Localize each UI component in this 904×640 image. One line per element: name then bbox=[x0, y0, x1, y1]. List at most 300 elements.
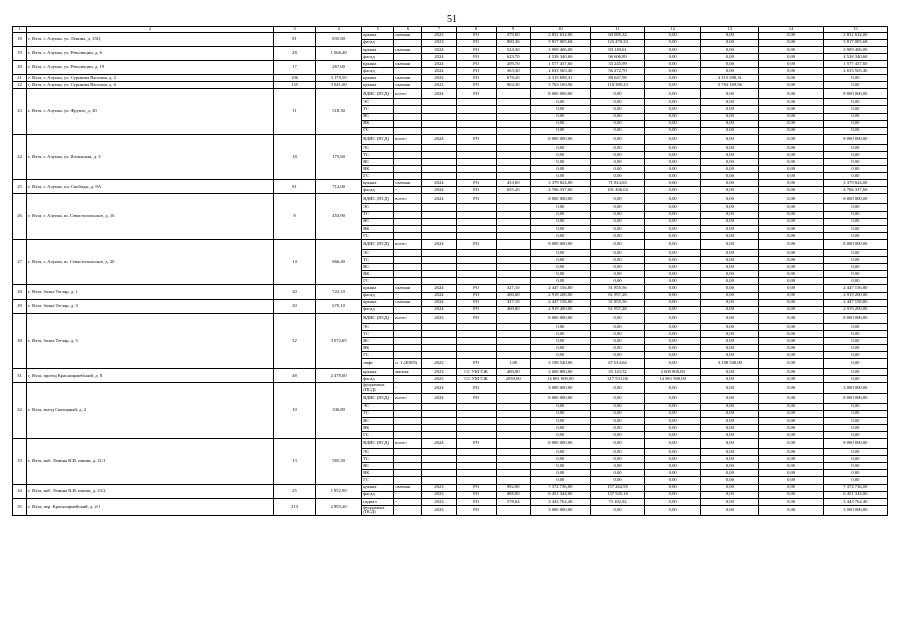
work-subtype bbox=[394, 345, 422, 352]
year: 2024 bbox=[422, 383, 456, 393]
cost-per-unit: 61 957,28 bbox=[590, 292, 644, 299]
cost-per-unit: 118 380,23 bbox=[590, 82, 644, 89]
work-subtype bbox=[394, 113, 422, 120]
work-subtype bbox=[394, 218, 422, 225]
cost-per-unit: 88 647,98 bbox=[590, 75, 644, 82]
total-cost: 0,00 bbox=[530, 120, 590, 127]
area-value: 670,10 bbox=[316, 299, 362, 313]
cost-per-unit: 56 272,70 bbox=[590, 68, 644, 75]
funding-source bbox=[456, 403, 496, 410]
funding-source bbox=[456, 330, 496, 337]
total-cost: 0,00 bbox=[530, 232, 590, 239]
work-subtype bbox=[394, 39, 422, 46]
cost-per-unit: 0,00 bbox=[590, 106, 644, 113]
volume bbox=[496, 159, 530, 166]
funding-source: СС УКГСЖ bbox=[456, 376, 496, 383]
year: 2024 bbox=[422, 68, 456, 75]
cost-per-unit: 0,00 bbox=[590, 232, 644, 239]
cost-col-13: 0,00 bbox=[701, 60, 759, 67]
cost-col-13: 0,00 bbox=[701, 166, 759, 173]
funding-source bbox=[456, 159, 496, 166]
total-cost: 0,00 bbox=[530, 225, 590, 232]
year: 2024 bbox=[422, 439, 456, 449]
volume bbox=[496, 470, 530, 477]
volume bbox=[496, 403, 530, 410]
apartments-count: 8 bbox=[273, 194, 315, 239]
cost-col-13: 0,00 bbox=[701, 144, 759, 151]
cost-col-14: 0,00 bbox=[759, 180, 823, 187]
cost-col-13: 0,00 bbox=[701, 417, 759, 424]
apartments-count: 11 bbox=[273, 89, 315, 134]
year bbox=[422, 410, 456, 417]
work-type: фасад bbox=[362, 39, 394, 46]
cost-per-unit: 0,00 bbox=[590, 166, 644, 173]
row-number: 21 bbox=[13, 75, 27, 82]
cost-col-12: 0,00 bbox=[645, 159, 701, 166]
cost-col-13: 0,00 bbox=[701, 369, 759, 376]
volume bbox=[496, 477, 530, 484]
cost-col-14: 0,00 bbox=[759, 166, 823, 173]
cost-col-12: 0,00 bbox=[645, 173, 701, 180]
cost-col-13: 0,00 bbox=[701, 306, 759, 313]
cost-col-14: 0,00 bbox=[759, 393, 823, 403]
cost-per-unit: 0,00 bbox=[590, 432, 644, 439]
work-type: ВК bbox=[362, 424, 394, 431]
funding-source bbox=[456, 352, 496, 359]
apartments-count: 13 bbox=[273, 439, 315, 484]
funding-source bbox=[456, 449, 496, 456]
area-value: 336,80 bbox=[316, 383, 362, 439]
total-cost: 0,00 bbox=[530, 218, 590, 225]
address-cell: г. Ялта, въезд Сваторный, д. 2 bbox=[27, 383, 274, 439]
total-cost: 0,00 bbox=[530, 166, 590, 173]
volume bbox=[496, 194, 530, 204]
volume bbox=[496, 313, 530, 323]
cost-col-12: 0,00 bbox=[645, 225, 701, 232]
cost-col-14: 0,00 bbox=[759, 204, 823, 211]
work-subtype bbox=[394, 159, 422, 166]
cost-per-unit: 0,00 bbox=[590, 278, 644, 285]
volume bbox=[496, 106, 530, 113]
volume: 800,36 bbox=[496, 39, 530, 46]
year bbox=[422, 424, 456, 431]
row-number: 22 bbox=[13, 82, 27, 89]
funding-source: РО bbox=[456, 498, 496, 505]
cost-per-unit: 71 814,63 bbox=[590, 180, 644, 187]
cost-col-12: 0,00 bbox=[645, 53, 701, 60]
year bbox=[422, 232, 456, 239]
cost-col-15: 3 000 000,00 bbox=[823, 505, 887, 515]
total-cost: 0,00 bbox=[530, 410, 590, 417]
cost-col-15: 2 633 565,40 bbox=[823, 68, 887, 75]
table-row bbox=[13, 46, 888, 53]
year: 2023 bbox=[422, 505, 456, 515]
cost-col-14: 0,00 bbox=[759, 449, 823, 456]
cost-col-13: 0,00 bbox=[701, 410, 759, 417]
total-cost: 0,00 bbox=[530, 337, 590, 344]
year: 2024 bbox=[422, 285, 456, 292]
volume: 400,00 bbox=[496, 306, 530, 313]
row-number: 29 bbox=[13, 299, 27, 313]
cost-col-14: 0,00 bbox=[759, 477, 823, 484]
funding-source: РО bbox=[456, 82, 496, 89]
work-type: ВС bbox=[362, 337, 394, 344]
year: 2024 bbox=[422, 299, 456, 306]
funding-source bbox=[456, 225, 496, 232]
volume: 524,30 bbox=[496, 46, 530, 53]
cost-col-13: 0,00 bbox=[701, 249, 759, 256]
work-subtype: скатная bbox=[394, 82, 422, 89]
total-cost: 8 000 000,00 bbox=[530, 89, 590, 99]
row-number: 27 bbox=[13, 239, 27, 284]
year bbox=[422, 144, 456, 151]
column-header: 4 bbox=[316, 27, 362, 33]
cost-col-15: 0,00 bbox=[823, 144, 887, 151]
table-body bbox=[13, 32, 888, 515]
funding-source: РО bbox=[456, 239, 496, 249]
work-type: ГС bbox=[362, 352, 394, 359]
cost-per-unit: 0,00 bbox=[590, 313, 644, 323]
work-subtype: скатная bbox=[394, 60, 422, 67]
cost-col-14: 0,00 bbox=[759, 432, 823, 439]
funding-source: РО bbox=[456, 53, 496, 60]
cost-col-12: 0,00 bbox=[645, 463, 701, 470]
cost-col-15: 0,00 bbox=[823, 345, 887, 352]
cost-per-unit: 0,00 bbox=[590, 456, 644, 463]
funding-source bbox=[456, 278, 496, 285]
work-type: ВК bbox=[362, 120, 394, 127]
address-cell: г. Ялта, г. Алупка, ул. Сурикова Василия, д. 2 bbox=[27, 75, 274, 82]
volume bbox=[496, 463, 530, 470]
cost-col-13: 0,00 bbox=[701, 393, 759, 403]
cost-per-unit: 51 855,56 bbox=[590, 285, 644, 292]
apartments-count: 81 bbox=[273, 32, 315, 46]
cost-per-unit: 0,00 bbox=[590, 89, 644, 99]
total-cost: 0,00 bbox=[530, 417, 590, 424]
cost-per-unit: 157 262,95 bbox=[590, 484, 644, 491]
cost-col-15: 2 919 200,00 bbox=[823, 306, 887, 313]
cost-col-13: 0,00 bbox=[701, 239, 759, 249]
funding-source: РО bbox=[456, 180, 496, 187]
address-cell: г. Ялта, г. Алупка, ул. Ялтинская, д. 3 bbox=[27, 134, 274, 179]
work-subtype: скатная bbox=[394, 180, 422, 187]
cost-col-13: 0,00 bbox=[701, 173, 759, 180]
cost-col-14: 0,00 bbox=[759, 323, 823, 330]
cost-col-14: 0,00 bbox=[759, 271, 823, 278]
work-subtype bbox=[394, 449, 422, 456]
table-row bbox=[13, 439, 888, 449]
year bbox=[422, 417, 456, 424]
cost-col-13: 0,00 bbox=[701, 46, 759, 53]
work-type: ТС bbox=[362, 410, 394, 417]
cost-per-unit: 55 143,52 bbox=[590, 369, 644, 376]
table-row bbox=[13, 313, 888, 323]
cost-col-14: 0,00 bbox=[759, 151, 823, 158]
work-subtype bbox=[394, 477, 422, 484]
cost-col-15: 8 000 000,00 bbox=[823, 439, 887, 449]
row-number: 23 bbox=[13, 89, 27, 134]
cost-col-15: 0,00 bbox=[823, 359, 887, 369]
total-cost: 1 577 457,60 bbox=[530, 60, 590, 67]
cost-col-15: 0,00 bbox=[823, 323, 887, 330]
area-value: 3 179,50 bbox=[316, 75, 362, 82]
total-cost: 0,00 bbox=[530, 477, 590, 484]
cost-col-13: 0,00 bbox=[701, 491, 759, 498]
funding-source bbox=[456, 151, 496, 158]
year: 2024 bbox=[422, 60, 456, 67]
year: 2022 bbox=[422, 82, 456, 89]
page-number: 51 bbox=[447, 14, 457, 25]
cost-col-15: 4 766 337,60 bbox=[823, 187, 887, 194]
row-number: 26 bbox=[13, 194, 27, 239]
cost-col-13: 0,00 bbox=[701, 323, 759, 330]
work-subtype bbox=[394, 127, 422, 134]
apartments-count: 20 bbox=[273, 299, 315, 313]
cost-col-15: 2 447 156,80 bbox=[823, 299, 887, 306]
cost-per-unit: 0,00 bbox=[590, 424, 644, 431]
cost-per-unit: 0,00 bbox=[590, 505, 644, 515]
total-cost: 0,00 bbox=[530, 173, 590, 180]
work-subtype bbox=[394, 99, 422, 106]
cost-col-15: 3 443 762,40 bbox=[823, 498, 887, 505]
work-subtype bbox=[394, 264, 422, 271]
volume bbox=[496, 218, 530, 225]
cost-col-14: 0,00 bbox=[759, 470, 823, 477]
cost-col-14: 0,00 bbox=[759, 330, 823, 337]
cost-col-12: 0,00 bbox=[645, 127, 701, 134]
cost-col-14: 0,00 bbox=[759, 383, 823, 393]
cost-col-12: 0,00 bbox=[645, 39, 701, 46]
cost-per-unit: 0,00 bbox=[590, 218, 644, 225]
work-type: ГС bbox=[362, 232, 394, 239]
year: 2024 bbox=[422, 239, 456, 249]
year bbox=[422, 456, 456, 463]
cost-per-unit: 0,00 bbox=[590, 403, 644, 410]
table-row bbox=[13, 89, 888, 99]
cost-col-13: 0,00 bbox=[701, 127, 759, 134]
cost-col-14: 0,00 bbox=[759, 68, 823, 75]
cost-col-14: 0,00 bbox=[759, 173, 823, 180]
cost-per-unit: 0,00 bbox=[590, 194, 644, 204]
total-cost: 0,00 bbox=[530, 449, 590, 456]
volume bbox=[496, 239, 530, 249]
work-type: ВС bbox=[362, 159, 394, 166]
funding-source: РО bbox=[456, 439, 496, 449]
column-header: 7 bbox=[422, 27, 456, 33]
apartments-count: 18 bbox=[273, 134, 315, 179]
year bbox=[422, 271, 456, 278]
total-cost: 0,00 bbox=[530, 424, 590, 431]
cost-col-14: 0,00 bbox=[759, 113, 823, 120]
work-type: фасад bbox=[362, 376, 394, 383]
funding-source bbox=[456, 106, 496, 113]
cost-col-14: 0,00 bbox=[759, 75, 823, 82]
area-value: 565,50 bbox=[316, 439, 362, 484]
funding-source bbox=[456, 456, 496, 463]
work-type: ВДИС (ПСД) bbox=[362, 194, 394, 204]
area-value: 267,00 bbox=[316, 60, 362, 74]
funding-source: РО bbox=[456, 187, 496, 194]
work-type: крыша bbox=[362, 369, 394, 376]
work-subtype: скатная bbox=[394, 32, 422, 39]
total-cost: 0,00 bbox=[530, 330, 590, 337]
cost-col-14: 0,00 bbox=[759, 264, 823, 271]
cost-col-15: 0,00 bbox=[823, 463, 887, 470]
funding-source bbox=[456, 120, 496, 127]
cost-per-unit: 73 182,92 bbox=[590, 498, 644, 505]
cost-col-13: 0,00 bbox=[701, 449, 759, 456]
apartments-count: 28 bbox=[273, 46, 315, 60]
cost-col-12: 0,00 bbox=[645, 180, 701, 187]
cost-col-15: 0,00 bbox=[823, 82, 887, 89]
cost-per-unit: 0,00 bbox=[590, 417, 644, 424]
work-type: ГС bbox=[362, 127, 394, 134]
cost-per-unit: 0,00 bbox=[590, 173, 644, 180]
column-header: 10 bbox=[530, 27, 590, 33]
work-type: ТС bbox=[362, 257, 394, 264]
cost-col-14: 0,00 bbox=[759, 46, 823, 53]
cost-col-12: 0,00 bbox=[645, 144, 701, 151]
work-type: фундамент (ПСД) bbox=[362, 505, 394, 515]
funding-source bbox=[456, 271, 496, 278]
volume: 400,00 bbox=[496, 292, 530, 299]
total-cost: 0,00 bbox=[530, 144, 590, 151]
total-cost: 0,00 bbox=[530, 257, 590, 264]
cost-col-13: 0,00 bbox=[701, 383, 759, 393]
apartments-count: 32 bbox=[273, 313, 315, 368]
apartments-count: 25 bbox=[273, 484, 315, 498]
total-cost: 2 919 200,00 bbox=[530, 292, 590, 299]
work-subtype: всего: bbox=[394, 439, 422, 449]
cost-col-14: 0,00 bbox=[759, 306, 823, 313]
funding-source bbox=[456, 410, 496, 417]
cost-col-14: 0,00 bbox=[759, 299, 823, 306]
work-subtype bbox=[394, 463, 422, 470]
cost-col-12: 0,00 bbox=[645, 99, 701, 106]
volume bbox=[496, 417, 530, 424]
total-cost: 0,00 bbox=[530, 278, 590, 285]
row-number: 28 bbox=[13, 285, 27, 299]
work-subtype: скатная bbox=[394, 484, 422, 491]
cost-per-unit: 0,00 bbox=[590, 393, 644, 403]
cost-col-13: 0,00 bbox=[701, 53, 759, 60]
year bbox=[422, 120, 456, 127]
work-subtype: всего: bbox=[394, 89, 422, 99]
funding-source bbox=[456, 99, 496, 106]
volume bbox=[496, 232, 530, 239]
volume: 2050,00 bbox=[496, 376, 530, 383]
year bbox=[422, 257, 456, 264]
cost-col-12: 0,00 bbox=[645, 151, 701, 158]
work-type: ВДИС (ПСД) bbox=[362, 134, 394, 144]
year bbox=[422, 166, 456, 173]
cost-per-unit: 0,00 bbox=[590, 257, 644, 264]
cost-col-12: 0,00 bbox=[645, 337, 701, 344]
cost-col-13: 0,00 bbox=[701, 232, 759, 239]
address-cell: г. Ялта, г. Алупка, ул. Фрунзе, д. 20 bbox=[27, 89, 274, 134]
cost-col-13: 0,00 bbox=[701, 39, 759, 46]
cost-col-15: 3 909 406,00 bbox=[823, 46, 887, 53]
apartments-count: 196 bbox=[273, 75, 315, 82]
table-row bbox=[13, 383, 888, 393]
column-header: 14 bbox=[759, 27, 823, 33]
work-subtype bbox=[394, 232, 422, 239]
funding-source bbox=[456, 173, 496, 180]
total-cost: 0,00 bbox=[530, 470, 590, 477]
cost-col-13: 0,00 bbox=[701, 151, 759, 158]
cost-col-15: 0,00 bbox=[823, 127, 887, 134]
year bbox=[422, 218, 456, 225]
funding-source: РО bbox=[456, 60, 496, 67]
cost-col-12: 0,00 bbox=[645, 264, 701, 271]
year: 2024 bbox=[422, 53, 456, 60]
volume bbox=[496, 449, 530, 456]
work-type: ВК bbox=[362, 166, 394, 173]
work-subtype bbox=[394, 151, 422, 158]
cost-per-unit: 0,00 bbox=[590, 449, 644, 456]
year: 2022 bbox=[422, 75, 456, 82]
cost-col-14: 0,00 bbox=[759, 120, 823, 127]
total-cost: 0,00 bbox=[530, 432, 590, 439]
row-number: 35 bbox=[13, 498, 27, 515]
column-header: 3 bbox=[273, 27, 315, 33]
cost-col-15: 0,00 bbox=[823, 113, 887, 120]
cost-per-unit: 0,00 bbox=[590, 410, 644, 417]
cost-col-12: 0,00 bbox=[645, 323, 701, 330]
volume bbox=[496, 456, 530, 463]
work-type: фасад bbox=[362, 53, 394, 60]
work-type: крыша bbox=[362, 60, 394, 67]
cost-col-15: 6 451 344,00 bbox=[823, 491, 887, 498]
row-number: 31 bbox=[13, 369, 27, 383]
cost-col-13: 0,00 bbox=[701, 498, 759, 505]
cost-col-13: 0,00 bbox=[701, 463, 759, 470]
cost-col-14: 0,00 bbox=[759, 106, 823, 113]
cost-col-15: 0,00 bbox=[823, 264, 887, 271]
year bbox=[422, 352, 456, 359]
cost-col-13: 0,00 bbox=[701, 477, 759, 484]
cost-col-12: 0,00 bbox=[645, 285, 701, 292]
cost-col-12: 0,00 bbox=[645, 120, 701, 127]
cost-col-14: 0,00 bbox=[759, 134, 823, 144]
cost-col-15: 0,00 bbox=[823, 249, 887, 256]
funding-source bbox=[456, 424, 496, 431]
work-subtype: всего: bbox=[394, 194, 422, 204]
year: 2023 bbox=[422, 376, 456, 383]
work-type: ТС bbox=[362, 330, 394, 337]
cost-col-14: 0,00 bbox=[759, 82, 823, 89]
cost-col-15: 8 000 000,00 bbox=[823, 239, 887, 249]
total-cost: 3 000 000,00 bbox=[530, 383, 590, 393]
total-cost: 4 315 698,31 bbox=[530, 75, 590, 82]
funding-source bbox=[456, 345, 496, 352]
work-type: ТС bbox=[362, 211, 394, 218]
work-subtype bbox=[394, 278, 422, 285]
work-subtype bbox=[394, 257, 422, 264]
area-value: 175,60 bbox=[316, 134, 362, 179]
cost-col-15: 0,00 bbox=[823, 204, 887, 211]
cost-col-12: 0,00 bbox=[645, 60, 701, 67]
cost-col-15: 3 000 000,00 bbox=[823, 383, 887, 393]
volume bbox=[496, 323, 530, 330]
row-number: 24 bbox=[13, 134, 27, 179]
volume bbox=[496, 134, 530, 144]
work-type: ВДИС (ПСД) bbox=[362, 239, 394, 249]
year bbox=[422, 470, 456, 477]
cost-col-13: 0,00 bbox=[701, 180, 759, 187]
cost-col-12: 0,00 bbox=[645, 505, 701, 515]
work-type: крыша bbox=[362, 46, 394, 53]
